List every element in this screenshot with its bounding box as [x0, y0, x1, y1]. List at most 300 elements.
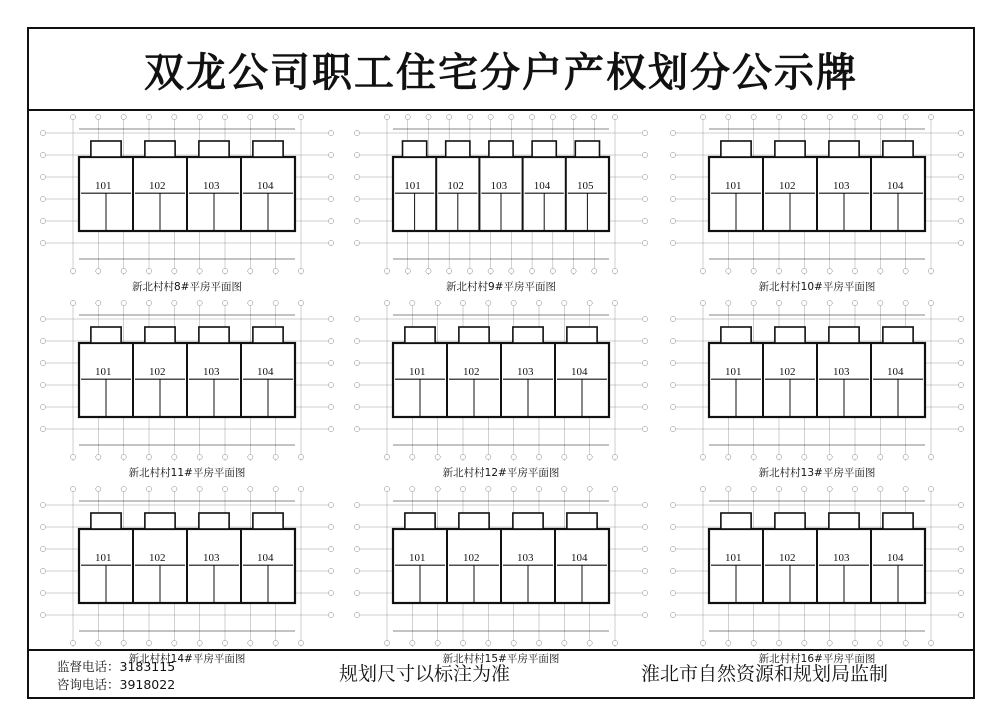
unit-number: 101: [725, 366, 742, 378]
axis-marker: [354, 426, 359, 431]
axis-marker: [958, 240, 963, 245]
axis-marker: [928, 640, 933, 645]
unit-number: 101: [95, 552, 112, 564]
floor-plan-drawing: [351, 297, 651, 465]
unit-number: 104: [887, 180, 904, 192]
plan-caption: 新北村村13#平房平面图: [758, 467, 876, 479]
axis-marker: [511, 486, 516, 491]
unit-number: 102: [779, 180, 796, 192]
floor-plan-drawing: [37, 297, 337, 465]
courtyard-wall: [446, 141, 470, 157]
axis-marker: [222, 268, 227, 273]
axis-marker: [642, 382, 647, 387]
axis-marker: [328, 196, 333, 201]
axis-marker: [802, 454, 807, 459]
axis-marker: [878, 454, 883, 459]
axis-marker: [670, 404, 675, 409]
axis-marker: [958, 130, 963, 135]
axis-marker: [40, 524, 45, 529]
axis-marker: [802, 114, 807, 119]
axis-marker: [96, 300, 101, 305]
axis-marker: [587, 454, 592, 459]
axis-marker: [726, 114, 731, 119]
unit-number: 103: [490, 180, 508, 192]
axis-marker: [642, 426, 647, 431]
axis-marker: [197, 486, 202, 491]
unit-number: 101: [409, 552, 426, 564]
unit-number: 104: [887, 552, 904, 564]
axis-marker: [460, 486, 465, 491]
axis-marker: [273, 486, 278, 491]
axis-marker: [197, 640, 202, 645]
axis-marker: [928, 454, 933, 459]
unit-number: 104: [257, 552, 274, 564]
courtyard-wall: [829, 513, 859, 529]
axis-marker: [354, 240, 359, 245]
axis-marker: [410, 454, 415, 459]
floor-plan-drawing: [667, 297, 967, 465]
axis-marker: [197, 454, 202, 459]
axis-marker: [298, 268, 303, 273]
axis-marker: [146, 114, 151, 119]
axis-marker: [670, 174, 675, 179]
axis-marker: [958, 218, 963, 223]
axis-marker: [354, 130, 359, 135]
axis-marker: [354, 524, 359, 529]
unit-number: 104: [257, 366, 274, 378]
unit-number: 102: [779, 366, 796, 378]
unit-number: 103: [517, 552, 534, 564]
plan-caption: 新北村村10#平房平面图: [758, 281, 876, 293]
axis-marker: [273, 640, 278, 645]
axis-marker: [328, 360, 333, 365]
axis-marker: [642, 338, 647, 343]
axis-marker: [642, 404, 647, 409]
courtyard-wall: [489, 141, 513, 157]
courtyard-wall: [829, 327, 859, 343]
axis-marker: [273, 300, 278, 305]
page-title: 双龙公司职工住宅分户产权划分公示牌: [144, 49, 858, 96]
axis-marker: [958, 426, 963, 431]
courtyard-wall: [145, 327, 175, 343]
axis-marker: [529, 268, 534, 273]
axis-marker: [612, 300, 617, 305]
courtyard-wall: [883, 141, 913, 157]
plan-caption: 新北村村12#平房平面图: [442, 467, 560, 479]
unit-number: 103: [517, 366, 534, 378]
axis-marker: [328, 316, 333, 321]
axis-marker: [435, 454, 440, 459]
axis-marker: [197, 268, 202, 273]
axis-marker: [328, 426, 333, 431]
axis-marker: [827, 640, 832, 645]
axis-marker: [354, 546, 359, 551]
axis-marker: [172, 300, 177, 305]
axis-marker: [536, 640, 541, 645]
axis-marker: [40, 338, 45, 343]
floor-plan-drawing: [351, 483, 651, 651]
axis-marker: [146, 454, 151, 459]
axis-marker: [298, 454, 303, 459]
axis-marker: [384, 268, 389, 273]
axis-marker: [488, 114, 493, 119]
axis-marker: [248, 486, 253, 491]
axis-marker: [852, 640, 857, 645]
courtyard-wall: [405, 513, 435, 529]
axis-marker: [172, 454, 177, 459]
axis-marker: [70, 640, 75, 645]
axis-marker: [562, 640, 567, 645]
axis-marker: [96, 454, 101, 459]
unit-number: 103: [203, 180, 220, 192]
unit-number: 101: [725, 552, 742, 564]
axis-marker: [670, 218, 675, 223]
axis-marker: [40, 404, 45, 409]
axis-marker: [328, 590, 333, 595]
axis-marker: [878, 114, 883, 119]
unit-number: 102: [779, 552, 796, 564]
courtyard-wall: [459, 327, 489, 343]
courtyard-wall: [513, 513, 543, 529]
axis-marker: [642, 152, 647, 157]
courtyard-wall: [775, 513, 805, 529]
axis-marker: [928, 486, 933, 491]
floor-plan-panel: [667, 111, 967, 291]
axis-marker: [700, 486, 705, 491]
axis-marker: [587, 300, 592, 305]
axis-marker: [529, 114, 534, 119]
axis-marker: [354, 218, 359, 223]
axis-marker: [298, 300, 303, 305]
axis-marker: [222, 114, 227, 119]
courtyard-wall: [91, 513, 121, 529]
axis-marker: [447, 268, 452, 273]
axis-marker: [852, 268, 857, 273]
axis-marker: [776, 300, 781, 305]
courtyard-wall: [405, 327, 435, 343]
axis-marker: [197, 114, 202, 119]
axis-marker: [405, 268, 410, 273]
axis-marker: [222, 300, 227, 305]
axis-marker: [587, 486, 592, 491]
axis-marker: [612, 486, 617, 491]
axis-marker: [273, 268, 278, 273]
axis-marker: [587, 640, 592, 645]
axis-marker: [328, 568, 333, 573]
axis-marker: [958, 404, 963, 409]
axis-marker: [700, 640, 705, 645]
courtyard-wall: [775, 141, 805, 157]
axis-marker: [958, 316, 963, 321]
floor-plan-panel: [37, 483, 337, 663]
axis-marker: [354, 152, 359, 157]
axis-marker: [878, 268, 883, 273]
axis-marker: [410, 486, 415, 491]
axis-marker: [571, 114, 576, 119]
axis-marker: [486, 486, 491, 491]
axis-marker: [328, 240, 333, 245]
axis-marker: [670, 568, 675, 573]
axis-marker: [121, 114, 126, 119]
axis-marker: [958, 174, 963, 179]
axis-marker: [903, 300, 908, 305]
axis-marker: [642, 568, 647, 573]
axis-marker: [248, 300, 253, 305]
axis-marker: [726, 486, 731, 491]
courtyard-wall: [883, 513, 913, 529]
courtyard-wall: [883, 327, 913, 343]
axis-marker: [592, 268, 597, 273]
unit-number: 104: [571, 552, 588, 564]
dimension-note: 规划尺寸以标注为准: [339, 663, 511, 685]
axis-marker: [903, 114, 908, 119]
unit-number: 101: [404, 180, 421, 192]
axis-marker: [700, 268, 705, 273]
axis-marker: [642, 130, 647, 135]
axis-marker: [354, 360, 359, 365]
courtyard-wall: [199, 513, 229, 529]
issuing-authority: 淮北市自然资源和规划局监制: [641, 663, 889, 685]
axis-marker: [776, 454, 781, 459]
courtyard-wall: [145, 513, 175, 529]
axis-marker: [146, 486, 151, 491]
courtyard-wall: [91, 327, 121, 343]
plan-caption: 新北村村9#平房平面图: [446, 281, 556, 293]
axis-marker: [40, 316, 45, 321]
axis-marker: [435, 486, 440, 491]
axis-marker: [612, 640, 617, 645]
axis-marker: [486, 300, 491, 305]
axis-marker: [642, 196, 647, 201]
axis-marker: [827, 454, 832, 459]
courtyard-wall: [829, 141, 859, 157]
axis-marker: [146, 640, 151, 645]
floor-plan-panel: [351, 111, 651, 291]
courtyard-wall: [513, 327, 543, 343]
axis-marker: [435, 300, 440, 305]
axis-marker: [222, 640, 227, 645]
axis-marker: [298, 114, 303, 119]
axis-marker: [776, 486, 781, 491]
courtyard-wall: [253, 513, 283, 529]
axis-marker: [354, 590, 359, 595]
axis-marker: [670, 590, 675, 595]
courtyard-wall: [721, 327, 751, 343]
axis-marker: [670, 524, 675, 529]
axis-marker: [172, 640, 177, 645]
axis-marker: [642, 502, 647, 507]
axis-marker: [592, 114, 597, 119]
unit-number: 104: [887, 366, 904, 378]
axis-marker: [467, 114, 472, 119]
axis-marker: [536, 300, 541, 305]
plan-caption: 新北村村16#平房平面图: [758, 653, 876, 665]
axis-marker: [670, 382, 675, 387]
axis-marker: [642, 612, 647, 617]
floor-plan-drawing: [37, 483, 337, 651]
axis-marker: [40, 240, 45, 245]
floor-plan-grid: [29, 109, 973, 675]
axis-marker: [435, 640, 440, 645]
floor-plan-panel: [667, 483, 967, 663]
axis-marker: [958, 524, 963, 529]
axis-marker: [670, 502, 675, 507]
axis-marker: [852, 300, 857, 305]
axis-marker: [903, 268, 908, 273]
floor-plan-drawing: [37, 111, 337, 279]
plan-caption: 新北村村15#平房平面图: [442, 653, 560, 665]
axis-marker: [70, 454, 75, 459]
axis-marker: [70, 486, 75, 491]
plan-caption: 新北村村14#平房平面图: [128, 653, 246, 665]
axis-marker: [40, 152, 45, 157]
axis-marker: [384, 114, 389, 119]
axis-marker: [852, 486, 857, 491]
axis-marker: [958, 152, 963, 157]
axis-marker: [612, 268, 617, 273]
courtyard-wall: [721, 513, 751, 529]
axis-marker: [700, 454, 705, 459]
axis-marker: [328, 338, 333, 343]
axis-marker: [642, 240, 647, 245]
axis-marker: [670, 316, 675, 321]
unit-number: 101: [409, 366, 426, 378]
axis-marker: [958, 568, 963, 573]
notice-board: [27, 27, 975, 699]
unit-number: 104: [571, 366, 588, 378]
unit-number: 103: [833, 366, 850, 378]
courtyard-wall: [775, 327, 805, 343]
axis-marker: [486, 454, 491, 459]
axis-marker: [928, 114, 933, 119]
axis-marker: [121, 268, 126, 273]
axis-marker: [670, 338, 675, 343]
courtyard-wall: [567, 327, 597, 343]
supervision-phone: 监督电话：3183115: [57, 659, 176, 674]
axis-marker: [354, 196, 359, 201]
axis-marker: [40, 502, 45, 507]
axis-marker: [40, 218, 45, 223]
axis-marker: [96, 640, 101, 645]
axis-marker: [562, 454, 567, 459]
unit-number: 102: [447, 180, 464, 192]
axis-marker: [96, 268, 101, 273]
unit-number: 103: [203, 366, 220, 378]
axis-marker: [354, 612, 359, 617]
floor-plan-drawing: [351, 111, 651, 279]
axis-marker: [273, 454, 278, 459]
courtyard-wall: [567, 513, 597, 529]
courtyard-wall: [253, 327, 283, 343]
axis-marker: [328, 524, 333, 529]
axis-marker: [354, 568, 359, 573]
axis-marker: [751, 114, 756, 119]
axis-marker: [776, 268, 781, 273]
axis-marker: [40, 546, 45, 551]
axis-marker: [410, 640, 415, 645]
floor-plan-panel: [667, 297, 967, 477]
axis-marker: [460, 454, 465, 459]
axis-marker: [172, 114, 177, 119]
axis-marker: [354, 382, 359, 387]
axis-marker: [958, 360, 963, 365]
axis-marker: [426, 114, 431, 119]
floor-plan-drawing: [667, 483, 967, 651]
axis-marker: [511, 640, 516, 645]
axis-marker: [40, 612, 45, 617]
axis-marker: [354, 316, 359, 321]
courtyard-wall: [199, 141, 229, 157]
axis-marker: [642, 316, 647, 321]
axis-marker: [700, 300, 705, 305]
axis-marker: [958, 382, 963, 387]
axis-marker: [146, 300, 151, 305]
axis-marker: [670, 152, 675, 157]
axis-marker: [670, 546, 675, 551]
axis-marker: [550, 114, 555, 119]
courtyard-wall: [199, 327, 229, 343]
axis-marker: [328, 218, 333, 223]
axis-marker: [726, 300, 731, 305]
axis-marker: [488, 268, 493, 273]
axis-marker: [172, 486, 177, 491]
axis-marker: [40, 568, 45, 573]
axis-marker: [536, 454, 541, 459]
axis-marker: [384, 300, 389, 305]
axis-marker: [670, 240, 675, 245]
axis-marker: [328, 152, 333, 157]
axis-marker: [612, 454, 617, 459]
floor-plan-panel: [351, 483, 651, 663]
unit-number: 102: [149, 366, 166, 378]
axis-marker: [70, 268, 75, 273]
footer: [29, 649, 973, 699]
axis-marker: [802, 486, 807, 491]
title-row: [29, 29, 973, 111]
axis-marker: [511, 300, 516, 305]
courtyard-wall: [459, 513, 489, 529]
axis-marker: [222, 454, 227, 459]
axis-marker: [354, 174, 359, 179]
unit-number: 102: [463, 366, 480, 378]
axis-marker: [248, 454, 253, 459]
consultation-phone: 咨询电话：3918022: [57, 677, 176, 692]
floor-plan-panel: [37, 297, 337, 477]
axis-marker: [328, 546, 333, 551]
axis-marker: [354, 404, 359, 409]
axis-marker: [562, 486, 567, 491]
axis-marker: [328, 502, 333, 507]
unit-number: 101: [725, 180, 742, 192]
plan-caption: 新北村村8#平房平面图: [132, 281, 242, 293]
unit-number: 105: [576, 180, 594, 192]
axis-marker: [642, 218, 647, 223]
axis-marker: [121, 640, 126, 645]
unit-number: 104: [533, 180, 551, 192]
axis-marker: [248, 114, 253, 119]
axis-marker: [726, 454, 731, 459]
axis-marker: [486, 640, 491, 645]
axis-marker: [751, 268, 756, 273]
axis-marker: [670, 612, 675, 617]
axis-marker: [958, 612, 963, 617]
axis-marker: [40, 196, 45, 201]
axis-marker: [96, 114, 101, 119]
axis-marker: [612, 114, 617, 119]
axis-marker: [958, 502, 963, 507]
courtyard-wall: [575, 141, 599, 157]
axis-marker: [642, 524, 647, 529]
